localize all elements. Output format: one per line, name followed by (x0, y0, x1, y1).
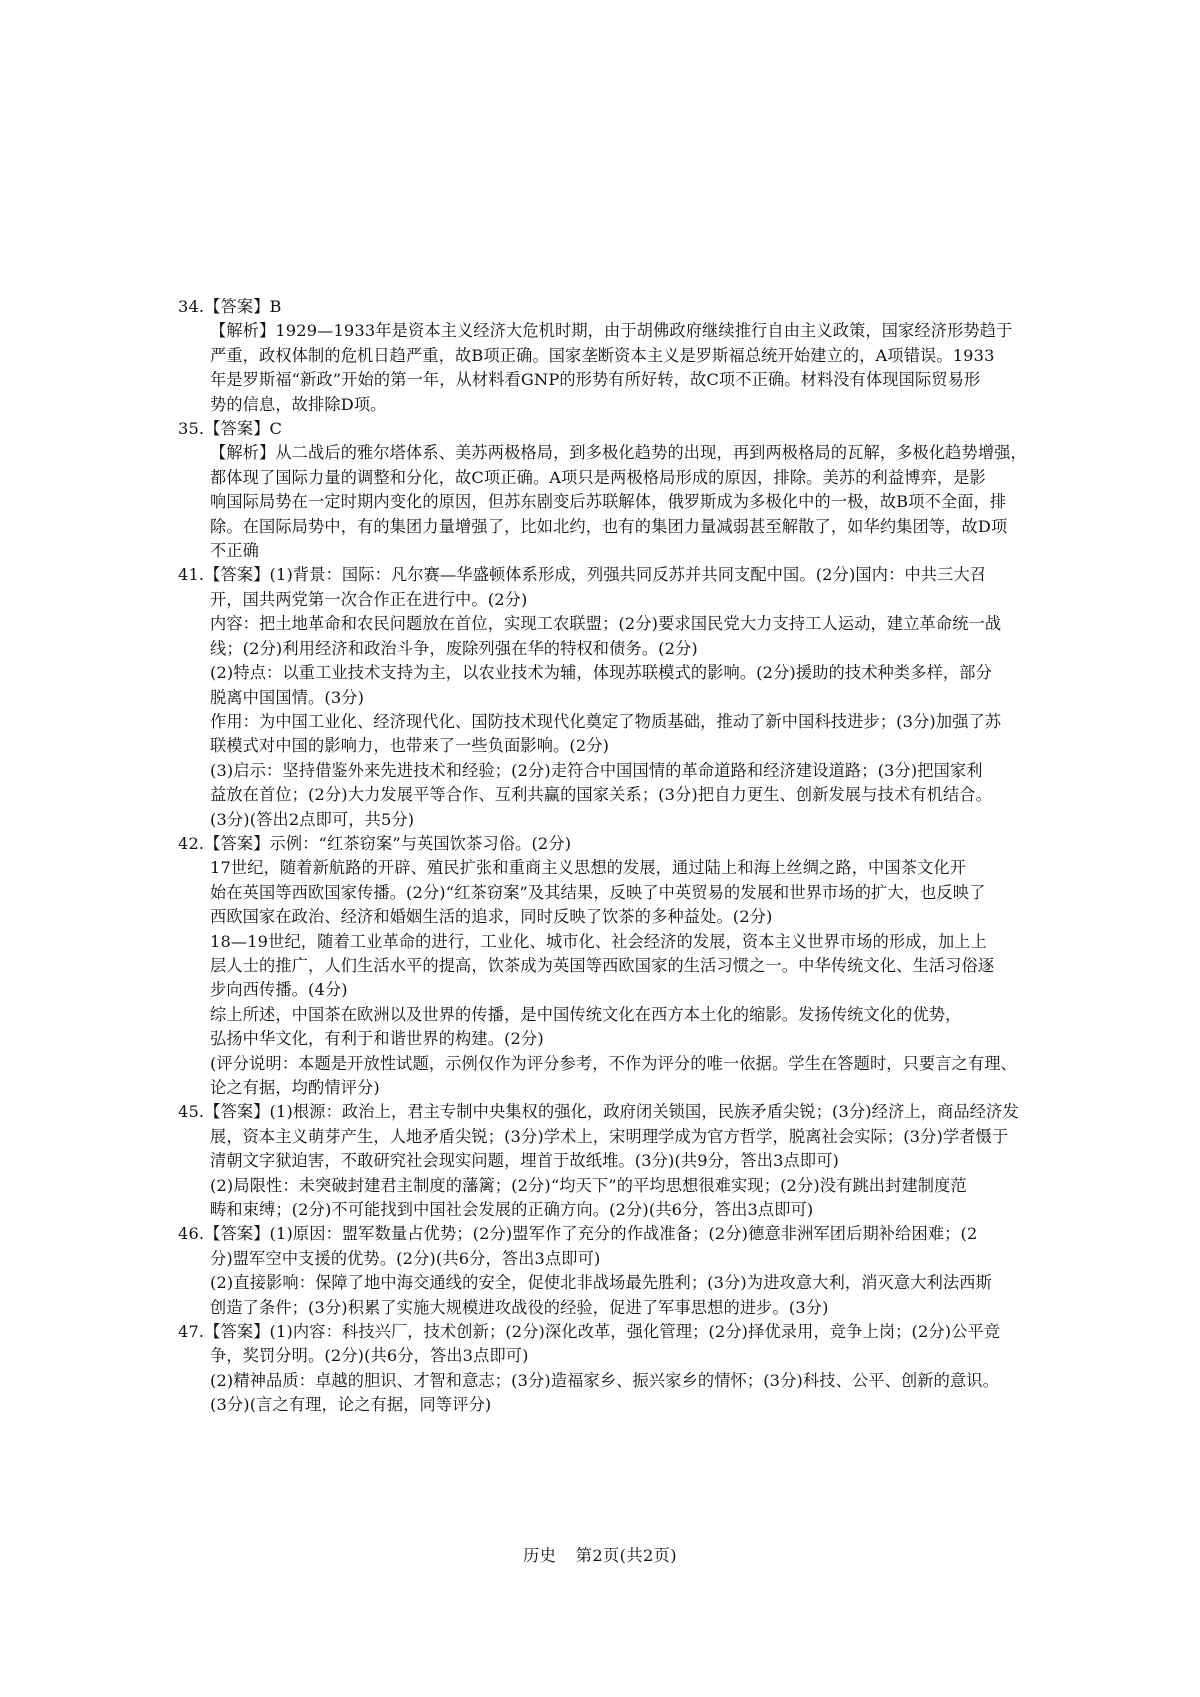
q41-line: (2)特点：以重工业技术支持为主，以农业技术为辅，体现苏联模式的影响。(2分)援助的技术种类多样，部分 (210, 663, 992, 683)
q42-paragraph-1-line: 17世纪，随着新航路的开辟、殖民扩张和重商主义思想的发展，通过陆上和海上丝绸之路，中国茶文化开 (210, 858, 967, 878)
question-42 (178, 832, 1040, 1100)
q41-line: (3分)(答出2点即可，共5分) (210, 809, 415, 829)
q34-answer: 34.【答案】B (178, 297, 282, 316)
q35-line: 不正确 (210, 541, 260, 561)
q47-line: (2)精神品质：卓越的胆识、才智和意志；(3分)造福家乡、振兴家乡的情怀；(3分)科技、公平、创新的意识。 (210, 1370, 999, 1390)
q42-paragraph-3-line: 弘扬中华文化，有利于和谐世界的构建。(2分) (210, 1029, 544, 1049)
q34-line: 势的信息，故排除D项。 (210, 394, 387, 414)
q41-line: 脱离中国国情。(3分) (210, 687, 365, 707)
question-41 (178, 563, 1040, 831)
footer-subject: 历史 (523, 1546, 557, 1565)
question-47 (178, 1320, 1040, 1418)
question-46 (178, 1222, 1040, 1320)
q42-scoring-note: 论之有据，均酌情评分) (210, 1078, 380, 1097)
q47-line: 争，奖罚分明。(2分)(共6分，答出3点即可) (210, 1346, 529, 1366)
q35-answer: 35.【答案】C (178, 419, 283, 439)
q41-line: 开，国共两党第一次合作正在进行中。(2分) (210, 589, 528, 609)
q41-line: (3)启示：坚持借鉴外来先进技术和经验；(2分)走符合中国国情的革命道路和经济建设道路；(3分)把国家利 (210, 760, 983, 780)
q46-answer: 46.【答案】(1)原因：盟军数量占优势；(2分)盟军作了充分的作战准备；(2分)德意非洲军团后期补给困难；(2 (178, 1224, 978, 1244)
question-35 (178, 417, 1040, 563)
q47-line: (3分)(言之有理，论之有据，同等评分) (210, 1395, 492, 1415)
q41-line: 线；(2分)利用经济和政治斗争，废除列强在华的特权和债务。(2分) (210, 638, 698, 658)
q46-line: 创造了条件；(3分)积累了实施大规模进攻战役的经验，促进了军事思想的进步。(3分) (210, 1297, 829, 1317)
q41-line: 益放在首位；(2分)大力发展平等合作、互利共赢的国家关系；(3分)把自力更生、创新发展与技术有机结合。 (210, 785, 992, 805)
q41-line: 联模式对中国的影响力，也带来了一些负面影响。(2分) (210, 736, 610, 756)
q42-paragraph-2-line: 18—19世纪，随着工业革命的进行，工业化、城市化、社会经济的发展，资本主义世界市场的形成，加上上 (210, 931, 987, 951)
q42-paragraph-1-line: 始在英国等西欧国家传播。(2分)“红茶窃案”及其结果，反映了中英贸易的发展和世界市场的扩大，也反映了 (210, 882, 986, 902)
question-45 (178, 1100, 1040, 1222)
answer-content (178, 295, 1040, 1418)
q34-line: 严重，政权体制的危机日趋严重，故B项正确。国家垄断资本主义是罗斯福总统开始建立的，A项错误。1933 (210, 345, 995, 365)
q35-line: 都体现了国际力量的调整和分化，故C项正确。A项只是两极格局形成的原因，排除。美苏的利益博弈，是影 (210, 467, 986, 487)
q42-paragraph-2-line: 步向西传播。(4分) (210, 980, 348, 1000)
q47-answer: 47.【答案】(1)内容：科技兴厂，技术创新；(2分)深化改革，强化管理；(2分)择优录用，竞争上岗；(2分)公平竞 (178, 1322, 1001, 1342)
q42-answer: 42.【答案】示例：“红茶窃案”与英国饮茶习俗。(2分) (178, 833, 572, 853)
q45-line: 展，资本主义萌芽产生，人地矛盾尖锐；(3分)学术上，宋明理学成为官方哲学，脱离社会实际；(3分)学者慑于 (210, 1126, 1009, 1146)
q42-paragraph-3-line: 综上所述，中国茶在欧洲以及世界的传播，是中国传统文化在西方本土化的缩影。发扬传统文化的优势， (210, 1004, 962, 1024)
q34-line: 年是罗斯福“新政”开始的第一年，从材料看GNP的形势有所好转，故C项不正确。材料没有体现国际贸易形 (210, 370, 981, 390)
q35-line: 除。在国际局势中，有的集团力量增强了，比如北约，也有的集团力量减弱甚至解散了，如华约集团等，故D项 (210, 516, 1008, 536)
q35-line: 响国际局势在一定时期内变化的原因，但苏东剧变后苏联解体，俄罗斯成为多极化中的一极，故B项不全面，排 (210, 492, 1007, 512)
q42-scoring-note: (评分说明：本题是开放性试题，示例仅作为评分参考，不作为评分的唯一依据。学生在答题时，只要言之有理、 (210, 1053, 1017, 1073)
q41-answer: 41.【答案】(1)背景：国际：凡尔赛—华盛顿体系形成，列强共同反苏并共同支配中国。(2分)国内：中共三大召 (178, 565, 987, 585)
q42-paragraph-1-line: 西欧国家在政治、经济和婚姻生活的追求，同时反映了饮茶的多种益处。(2分) (210, 907, 773, 927)
q45-line: (2)局限性：未突破封建君主制度的藩篱；(2分)“均天下”的平均思想很难实现；(2分)没有跳出封建制度范 (210, 1175, 967, 1195)
q46-line: 分)盟军空中支援的优势。(2分)(共6分，答出3点即可) (210, 1248, 601, 1268)
q41-line: 作用：为中国工业化、经济现代化、国防技术现代化奠定了物质基础，推动了新中国科技进步；(3分)加强了苏 (210, 711, 1002, 731)
footer-page-number: 第2页(共2页) (575, 1546, 677, 1565)
q46-line: (2)直接影响：保障了地中海交通线的安全，促使北非战场最先胜利；(3分)为进攻意大利，消灭意大利法西斯 (210, 1273, 992, 1293)
page-footer (0, 1542, 1200, 1566)
q45-line: 清朝文字狱迫害，不敢研究社会现实问题，埋首于故纸堆。(3分)(共9分，答出3点即可) (210, 1151, 840, 1171)
q35-line: 【解析】从二战后的雅尔塔体系、美苏两极格局，到多极化趋势的出现，再到两极格局的瓦解，多极化趋势增强， (210, 443, 1027, 463)
question-34 (178, 295, 1040, 417)
q41-line: 内容：把土地革命和农民问题放在首位，实现工农联盟；(2分)要求国民党大力支持工人运动，建立革命统一战 (210, 614, 1002, 634)
q45-line: 畴和束缚；(2分)不可能找到中国社会发展的正确方向。(2分)(共6分，答出3点即可) (210, 1200, 814, 1220)
q34-line: 【解析】1929—1933年是资本主义经济大危机时期，由于胡佛政府继续推行自由主义政策，国家经济形势趋于 (210, 321, 1013, 341)
q42-paragraph-2-line: 层人士的推广，人们生活水平的提高，饮茶成为英国等西欧国家的生活习惯之一。中华传统文化、生活习俗逐 (210, 955, 995, 975)
q45-answer: 45.【答案】(1)根源：政治上，君主专制中央集权的强化，政府闭关锁国，民族矛盾尖锐；(3分)经济上，商品经济发 (178, 1102, 1019, 1122)
